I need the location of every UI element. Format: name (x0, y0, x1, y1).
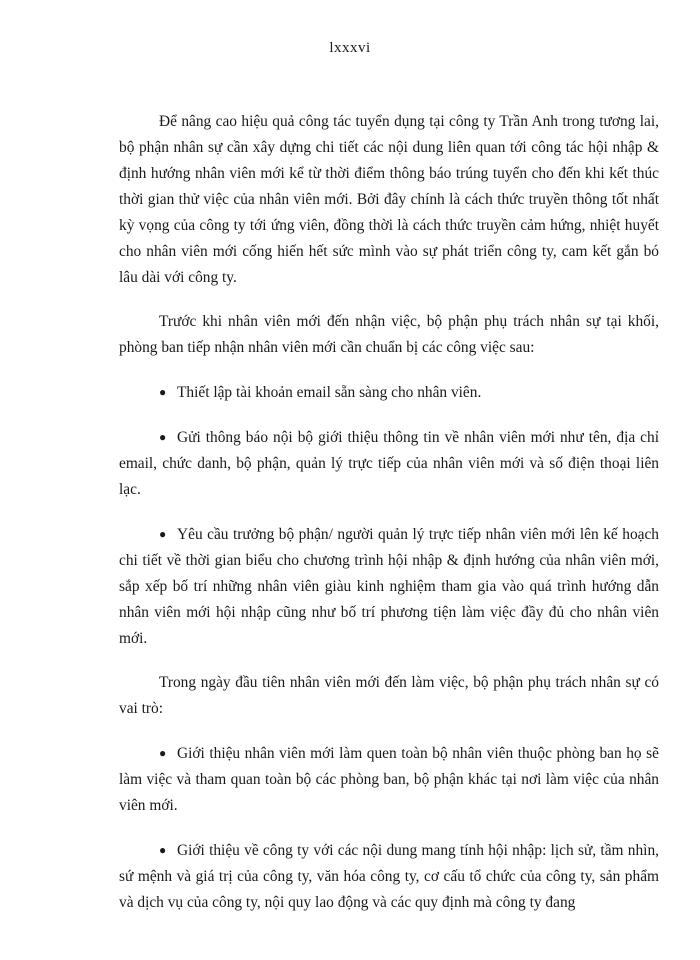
bullet-item-introduce-colleagues (119, 740, 659, 819)
bullet-icon: ● (159, 746, 167, 760)
paragraph-intro: Để nâng cao hiệu quả công tác tuyển dụng tại công ty Trần Anh trong tương lai, bộ phận nhân sự cần xây dựng chi tiết các nội dung liên quan tới công tác hội nhập & định hướng nhân viên mới kể từ thời điểm thông báo trúng tuyển cho đến khi kết thúc thời gian thử việc của nhân viên mới. Bởi đây chính là cách thức truyền thông tốt nhất kỳ vọng của công ty tới ứng viên, đồng thời là cách thức truyền cảm hứng, nhiệt huyết cho nhân viên mới cống hiến hết sức mình vào sự phát triển công ty, cam kết gắn bó lâu dài với công ty. (119, 113, 659, 286)
bullet-icon: ● (159, 385, 167, 399)
bullet-item-internal-announcement (119, 424, 659, 503)
paragraph-before-onboarding: Trước khi nhân viên mới đến nhận việc, bộ phận phụ trách nhân sự tại khối, phòng ban tiếp nhận nhân viên mới cần chuẩn bị các công việc sau: (119, 313, 659, 356)
page-number: lxxxvi (329, 40, 371, 56)
bullet-text: Thiết lập tài khoản email sẵn sàng cho nhân viên. (177, 384, 482, 401)
bullet-item-introduce-company (119, 837, 659, 916)
bullet-text: Gửi thông báo nội bộ giới thiệu thông tin về nhân viên mới như tên, địa chỉ email, chức danh, bộ phận, quản lý trực tiếp của nhân viên mới và số điện thoại liên lạc. (119, 429, 659, 498)
bullet-text: Giới thiệu nhân viên mới làm quen toàn bộ nhân viên thuộc phòng ban họ sẽ làm việc và tham quan toàn bộ các phòng ban, bộ phận khác tại nơi làm việc của nhân viên mới. (119, 745, 659, 814)
bullet-item-email-setup (119, 379, 659, 406)
bullet-icon: ● (159, 527, 167, 541)
bullet-text: Giới thiệu về công ty với các nội dung mang tính hội nhập: lịch sử, tầm nhìn, sứ mệnh và giá trị của công ty, văn hóa công ty, cơ cấu tổ chức của công ty, sản phẩm và dịch vụ của công ty, nội quy lao động và các quy định mà công ty đang (119, 842, 659, 911)
bullet-icon: ● (159, 430, 167, 444)
paragraph-first-day: Trong ngày đầu tiên nhân viên mới đến làm việc, bộ phận phụ trách nhân sự có vai trò: (119, 674, 659, 717)
bullet-text: Yêu cầu trưởng bộ phận/ người quản lý trực tiếp nhân viên mới lên kế hoạch chi tiết về thời gian biểu cho chương trình hội nhập & định hướng của nhân viên mới, sắp xếp bố trí những nhân viên giàu kinh nghiệm tham gia vào quá trình hướng dẫn nhân viên mới hội nhập cũng như bố trí phương tiện làm việc đầy đủ cho nhân viên mới. (119, 526, 659, 647)
bullet-icon: ● (159, 843, 167, 857)
document-body (119, 109, 659, 934)
bullet-item-manager-plan (119, 521, 659, 652)
